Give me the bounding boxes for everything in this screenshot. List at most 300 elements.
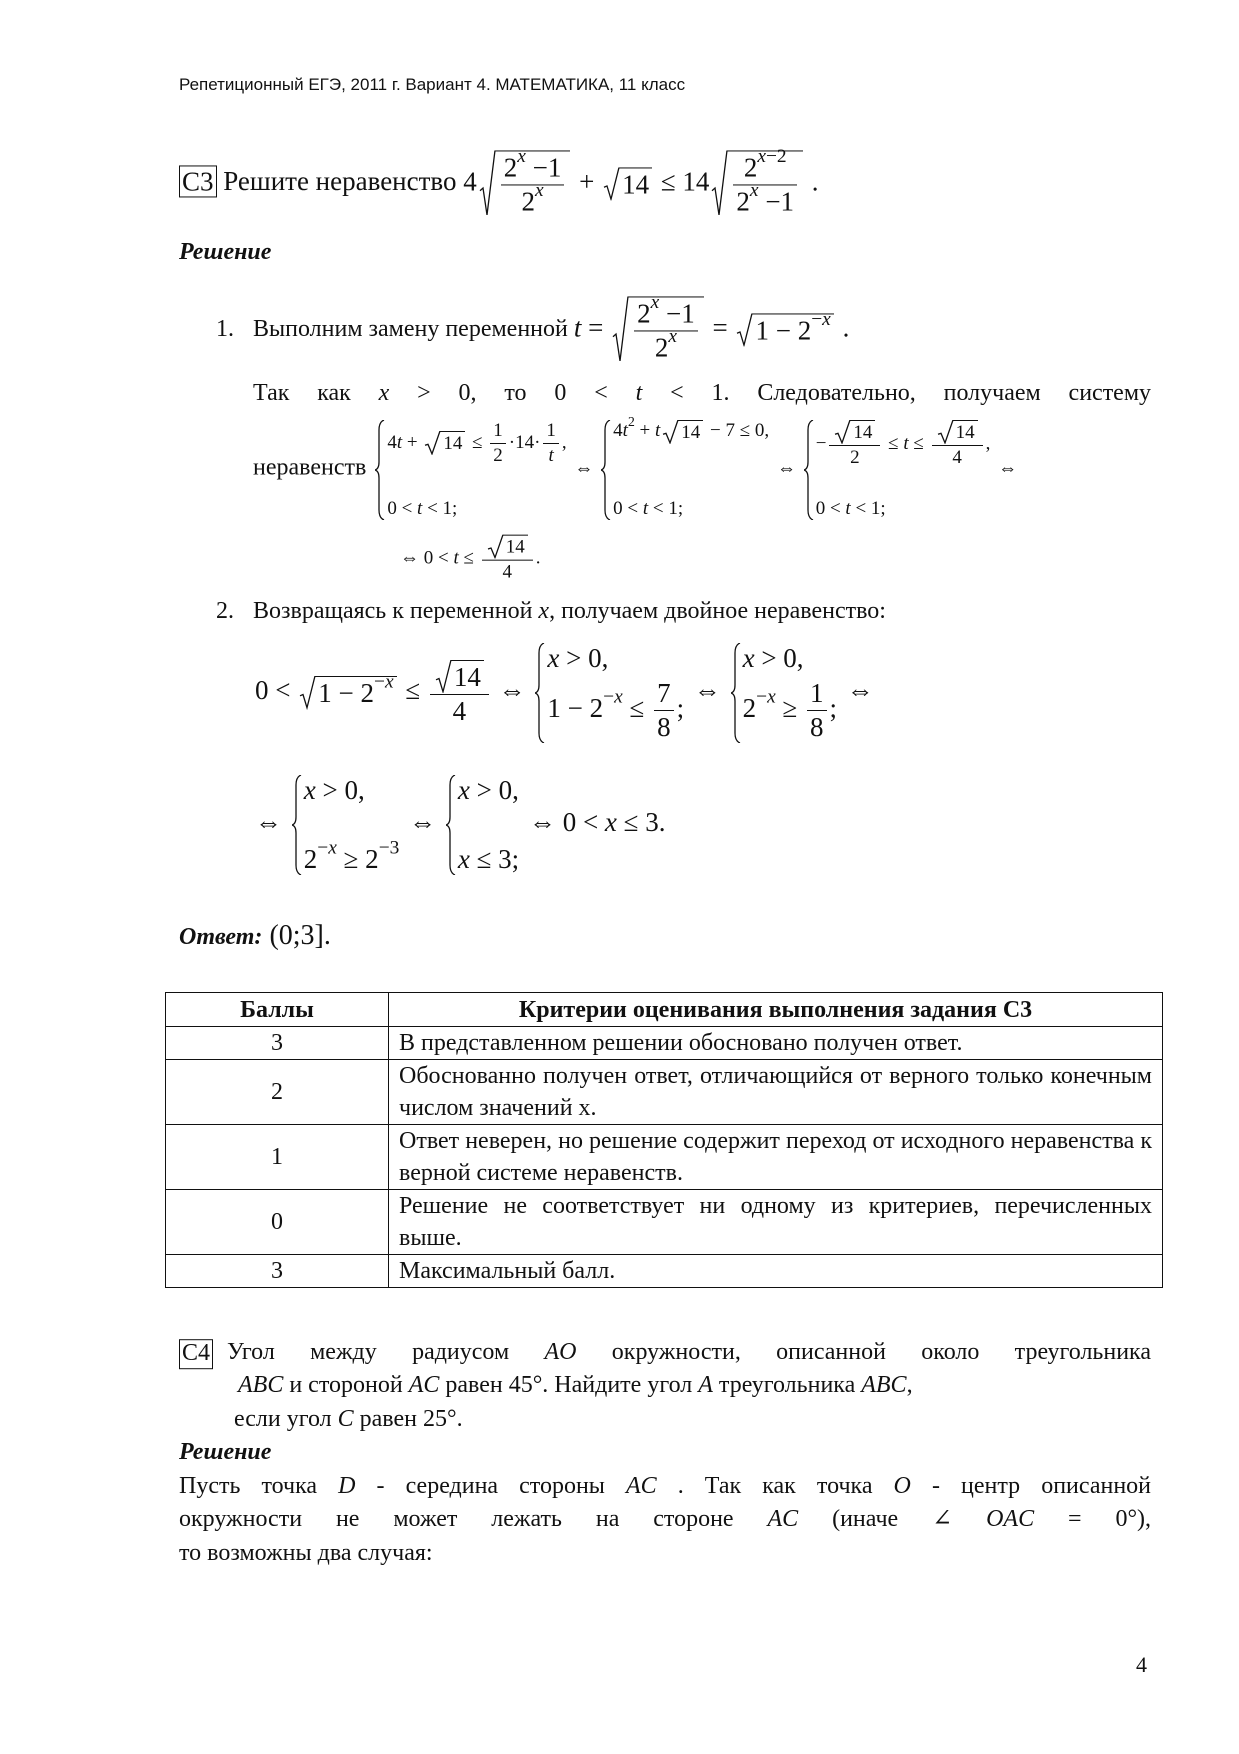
math-group — [956, 422, 975, 443]
score-cell: 1 — [166, 1125, 389, 1190]
math-group — [850, 447, 860, 468]
math-text: систему — [1068, 380, 1152, 407]
math-variable: x — [757, 145, 766, 167]
math-text: получаем — [943, 380, 1069, 407]
c4-solution-line2 — [179, 1506, 1151, 1534]
math-group — [756, 686, 776, 707]
math-text: - — [376, 1473, 406, 1500]
math-variable: OAC — [986, 1506, 1035, 1533]
math-text: - — [931, 1473, 962, 1500]
numerator — [654, 678, 674, 711]
math-variable: t — [845, 498, 851, 520]
math-text: < 1; — [422, 498, 458, 520]
math-group — [549, 445, 554, 466]
system-row — [304, 775, 400, 806]
math-variable: t — [903, 432, 909, 454]
radical-sign-icon — [603, 167, 620, 200]
math-text: , — [561, 431, 567, 453]
math-text: ≤ — [467, 431, 488, 453]
math-variable: t — [396, 431, 403, 453]
math-text: ⇔ — [569, 458, 599, 480]
denominator — [807, 711, 827, 743]
math-group — [654, 325, 677, 363]
math-text: стороне — [653, 1506, 768, 1533]
denominator — [654, 711, 674, 743]
system-row — [547, 643, 684, 674]
math-group — [433, 659, 486, 693]
c4-line3 — [234, 1406, 463, 1434]
math-text: 4 — [452, 696, 467, 727]
math-group — [816, 498, 886, 519]
step1-number: 1. — [216, 316, 234, 343]
superscript — [535, 180, 544, 201]
math-text: (иначе — [832, 1506, 933, 1533]
math-variable: AC — [767, 1506, 799, 1533]
math-text: ; — [676, 692, 685, 723]
system-label: неравенств — [253, 454, 373, 481]
criteria-cell: Обоснованно получен ответ, отличающийся от верного только конечным числом значений x. — [389, 1060, 1163, 1125]
math-group — [547, 677, 685, 742]
math-group — [810, 678, 824, 708]
math-text: > 0, — [559, 643, 609, 673]
numerator — [829, 420, 880, 446]
denominator — [501, 179, 565, 218]
math-text: ≥ — [775, 692, 805, 723]
math-text: 2 — [493, 444, 503, 466]
system-row — [743, 678, 837, 743]
math-text: 14 — [443, 433, 463, 455]
math-text: то возможны два случая: — [179, 1540, 433, 1567]
math-group — [303, 837, 400, 874]
math-text: ≤ — [883, 432, 904, 454]
math-text: 4 — [387, 431, 397, 453]
math-text: ≤ — [458, 547, 479, 569]
math-text: ⇔ — [840, 675, 874, 706]
header-criteria: Критерии оценивания выполнения задания С3 — [389, 993, 1163, 1027]
radical-sign-icon — [937, 420, 954, 444]
math-group — [622, 169, 649, 199]
math-group — [317, 837, 337, 858]
radical-sign-icon — [424, 431, 441, 455]
header-score: Баллы — [166, 993, 389, 1027]
math-group — [379, 380, 477, 406]
step2-chain1 — [255, 643, 874, 743]
math-text: ⇔ — [772, 458, 801, 480]
math-text: > 0, — [315, 775, 365, 805]
math-text: − — [603, 686, 615, 708]
math-group — [463, 145, 819, 217]
math-text: 8 — [657, 711, 671, 742]
math-text: точка — [261, 1473, 339, 1500]
math-text: Так — [704, 1473, 763, 1500]
math-text: то — [504, 380, 555, 407]
math-group — [374, 672, 394, 693]
math-text: 0 < — [815, 498, 846, 520]
answer-value: (0;3]. — [262, 919, 331, 951]
table-header-row — [166, 993, 1163, 1027]
math-variable: x — [668, 325, 677, 347]
math-variable: t — [635, 380, 643, 407]
table-row — [166, 1255, 1163, 1288]
math-text: равен 25°. — [353, 1406, 463, 1433]
math-text: −2 — [765, 145, 787, 167]
math-text: не — [335, 1506, 394, 1533]
math-text: окружности — [179, 1506, 336, 1533]
criteria-cell: Решение не соответствует ни одному из критериев, перечисленных выше. — [389, 1190, 1163, 1255]
math-text: равен 45°. Найдите угол — [439, 1372, 699, 1399]
system-row — [458, 844, 519, 875]
math-text: Пусть — [179, 1473, 262, 1500]
math-group — [179, 1540, 433, 1566]
problem-c3 — [179, 145, 819, 217]
math-group — [485, 535, 530, 556]
denominator — [733, 179, 797, 218]
square-root — [487, 535, 528, 559]
math-text: ≤ 14 — [654, 166, 710, 197]
math-variable: O — [893, 1473, 911, 1500]
problem-label: С4 — [179, 1339, 213, 1369]
numerator — [501, 145, 565, 185]
math-text: 2 — [742, 692, 757, 723]
math-text: 2 — [654, 332, 669, 363]
system-rows — [814, 420, 991, 520]
superscript — [628, 414, 635, 429]
t-result — [400, 535, 540, 584]
math-group — [535, 180, 544, 201]
math-variable: x — [767, 686, 776, 708]
math-group — [757, 146, 786, 167]
math-text: как — [317, 380, 379, 407]
equation-system — [446, 775, 519, 875]
math-group — [730, 145, 800, 217]
math-text: между — [310, 1339, 413, 1366]
superscript — [517, 146, 526, 167]
math-text: 0 < — [613, 498, 643, 520]
math-text: − — [373, 671, 385, 693]
math-text: ⇔ — [491, 675, 533, 706]
math-text: , — [985, 432, 991, 454]
criteria-table — [165, 992, 1163, 1288]
math-group — [613, 498, 683, 519]
math-group — [755, 308, 831, 346]
fraction — [654, 678, 674, 743]
math-text: ⇔ 0 < — [400, 547, 454, 569]
answer-label: Ответ: — [179, 923, 263, 950]
math-text: 4 — [613, 420, 623, 442]
square-root — [424, 431, 465, 455]
math-variable: x — [457, 843, 470, 874]
math-group — [387, 498, 457, 519]
c4-line1 — [227, 1339, 1151, 1367]
math-text: 0 < — [387, 498, 418, 520]
math-group — [234, 1406, 463, 1432]
math-variable: x — [742, 643, 755, 673]
step2-text2: , получаем двойное неравенство: — [549, 598, 886, 625]
equation-system — [731, 643, 837, 743]
math-group — [502, 562, 512, 583]
math-text: . — [677, 1473, 705, 1500]
substitution-formula — [573, 291, 850, 363]
math-text: 2 — [850, 446, 860, 468]
math-text: середина — [405, 1473, 520, 1500]
math-text: центр — [961, 1473, 1042, 1500]
math-text: . — [535, 547, 541, 569]
square-root — [603, 167, 652, 200]
c3-inequality — [463, 145, 819, 217]
math-text: ⇔ — [687, 675, 728, 706]
radicand — [495, 145, 571, 217]
math-group — [454, 662, 481, 692]
math-text: > 0, — [754, 643, 804, 673]
radical-sign-icon — [736, 313, 753, 346]
math-variable: t — [655, 420, 661, 442]
math-text: и стороной — [283, 1372, 409, 1399]
fraction — [501, 145, 565, 217]
system-rows — [545, 643, 684, 743]
math-group — [628, 414, 635, 429]
math-group — [681, 422, 700, 443]
math-variable: D — [338, 1473, 356, 1500]
math-group — [651, 292, 660, 313]
math-group — [453, 696, 467, 726]
math-variable: t — [642, 498, 649, 520]
math-variable: x — [538, 598, 550, 625]
math-variable: t — [548, 444, 554, 466]
superscript — [379, 837, 400, 858]
math-group — [952, 447, 962, 468]
radical-sign-icon — [299, 676, 316, 709]
math-variable: ABC — [238, 1372, 284, 1399]
denominator — [482, 561, 533, 584]
math-text: > 0, — [469, 775, 519, 805]
radicand — [678, 420, 703, 444]
system-row — [816, 420, 991, 469]
score-cell: 0 — [166, 1190, 389, 1255]
left-brace-icon — [535, 643, 545, 743]
c4-solution-heading: Решение — [179, 1439, 272, 1466]
math-text: 1 − 2 — [547, 692, 604, 723]
fraction — [807, 678, 827, 743]
math-group — [238, 1372, 913, 1398]
math-text: −1 — [525, 152, 562, 183]
math-variable: AC — [626, 1473, 657, 1500]
math-group — [503, 145, 562, 183]
math-text: 4 — [502, 561, 512, 583]
square-root — [711, 145, 803, 217]
radicand — [619, 167, 652, 200]
criteria-cell: Ответ неверен, но решение содержит переход от исходного неравенства к верной системе неравенств. — [389, 1125, 1163, 1190]
math-text: ; — [829, 692, 838, 723]
table-row — [166, 1125, 1163, 1190]
math-group — [811, 309, 831, 330]
math-variable: x — [303, 775, 316, 805]
math-text: + — [634, 420, 655, 442]
denominator — [430, 695, 489, 727]
system-row — [613, 414, 770, 444]
denominator — [490, 444, 506, 467]
math-variable: x — [547, 643, 560, 673]
left-brace-icon — [804, 420, 814, 520]
math-group — [750, 180, 759, 201]
math-text: 2 — [521, 186, 535, 217]
math-text: − — [811, 308, 823, 330]
math-text: Следовательно, — [757, 380, 944, 407]
superscript — [651, 292, 660, 313]
superscript — [756, 686, 776, 707]
radical-sign-icon — [479, 150, 496, 217]
math-variable: x — [614, 686, 623, 708]
step2-number: 2. — [216, 598, 234, 625]
math-variable: x — [534, 179, 544, 201]
math-group — [657, 678, 671, 708]
math-group — [443, 433, 462, 454]
math-variable: t — [453, 547, 459, 569]
superscript — [757, 146, 786, 167]
math-variable: x — [328, 837, 337, 859]
math-group — [517, 146, 526, 167]
math-variable: ABC — [861, 1372, 907, 1399]
math-variable: x — [384, 671, 394, 693]
radicand — [850, 420, 875, 444]
math-text: − — [815, 432, 827, 454]
math-text: 7 — [657, 677, 671, 708]
system-row — [303, 837, 400, 875]
math-group — [810, 712, 824, 742]
system-rows — [385, 420, 566, 520]
math-text: ≤ — [908, 432, 929, 454]
math-group — [493, 445, 503, 466]
left-brace-icon — [446, 775, 456, 875]
radical-sign-icon — [612, 296, 629, 363]
system-row — [613, 498, 769, 520]
math-text: + — [572, 166, 602, 197]
table-row — [166, 1190, 1163, 1255]
radicand — [953, 420, 978, 444]
system-chain — [372, 414, 1018, 520]
math-text: ⇔ — [255, 807, 289, 838]
system-rows — [741, 643, 837, 743]
math-text: 14 — [453, 662, 481, 693]
math-text: на — [595, 1506, 654, 1533]
numerator — [430, 659, 489, 695]
math-text: точка — [816, 1473, 894, 1500]
square-root — [937, 420, 978, 444]
superscript — [811, 309, 831, 330]
math-text: < 1. — [642, 380, 730, 407]
math-variable: x — [517, 145, 526, 167]
denominator — [932, 446, 983, 469]
table-row — [166, 1060, 1163, 1125]
math-text: как — [762, 1473, 817, 1500]
math-text: радиусом — [412, 1339, 545, 1366]
math-text: 14 — [853, 422, 873, 443]
radical-sign-icon — [834, 420, 851, 444]
left-brace-icon — [375, 420, 385, 520]
math-text: треугольника — [1014, 1339, 1151, 1366]
square-root — [736, 308, 833, 346]
page-header: Репетиционный ЕГЭ, 2011 г. Вариант 4. МАТЕМАТИКА, 11 класс — [179, 75, 686, 95]
math-text: окружности, — [611, 1339, 777, 1366]
math-group — [506, 537, 525, 558]
equation-system — [804, 420, 991, 520]
math-text: > 0, — [389, 380, 477, 407]
square-root — [662, 420, 703, 444]
radical-sign-icon — [487, 535, 504, 559]
equation-system — [535, 643, 684, 743]
radicand — [752, 308, 833, 346]
radicand — [440, 431, 465, 455]
math-group — [853, 422, 872, 443]
square-root — [299, 671, 396, 709]
step1-text: Выполним замену переменной — [253, 316, 574, 343]
numerator — [932, 420, 983, 446]
math-text: может — [393, 1506, 492, 1533]
c4-solution-line1 — [179, 1473, 1151, 1501]
system-row — [743, 643, 837, 674]
math-group — [613, 414, 770, 443]
step2-text: Возвращаясь к переменной — [253, 598, 539, 625]
equation-system — [601, 414, 770, 520]
math-variable: A — [698, 1372, 713, 1399]
math-group — [742, 677, 838, 742]
radicand — [503, 535, 528, 559]
radicand — [315, 671, 396, 709]
fraction — [932, 420, 983, 469]
math-text: стороны — [519, 1473, 626, 1500]
math-group — [832, 420, 877, 441]
math-variable: x — [604, 807, 617, 838]
math-text: + — [402, 431, 423, 453]
math-text: 2 — [736, 186, 750, 217]
math-group — [255, 643, 874, 742]
system-row — [458, 775, 519, 806]
math-group — [736, 179, 795, 217]
left-brace-icon — [601, 420, 611, 520]
math-group — [935, 420, 980, 441]
math-text: − 7 ≤ 0, — [705, 420, 770, 442]
math-group — [387, 420, 567, 466]
score-cell: 2 — [166, 1060, 389, 1125]
math-variable: t — [573, 312, 582, 343]
math-text: описанной — [1041, 1473, 1152, 1500]
math-group — [743, 643, 804, 673]
answer — [179, 920, 331, 952]
math-group — [815, 422, 991, 468]
math-text: −1 — [758, 186, 795, 217]
page-number: 4 — [1136, 1652, 1147, 1677]
equation-system — [375, 420, 566, 520]
system-rows — [456, 775, 519, 875]
math-text: треугольника — [712, 1372, 862, 1399]
math-variable: AO — [544, 1339, 577, 1366]
system-row — [816, 498, 991, 520]
math-group — [372, 414, 1018, 520]
superscript — [668, 326, 677, 347]
math-group — [657, 712, 671, 742]
problem-text: Решите неравенство — [216, 166, 464, 197]
step2-chain2 — [255, 775, 665, 875]
math-variable: x — [749, 179, 759, 201]
math-group — [637, 291, 695, 329]
c4-line2 — [238, 1372, 913, 1400]
math-text: ⇔ 0 < — [522, 807, 605, 838]
math-text: 1 — [493, 420, 503, 441]
math-group — [668, 326, 677, 347]
math-text: 2 — [637, 298, 651, 329]
numerator — [733, 145, 797, 185]
numerator — [634, 291, 698, 331]
math-variable: t — [417, 498, 423, 520]
